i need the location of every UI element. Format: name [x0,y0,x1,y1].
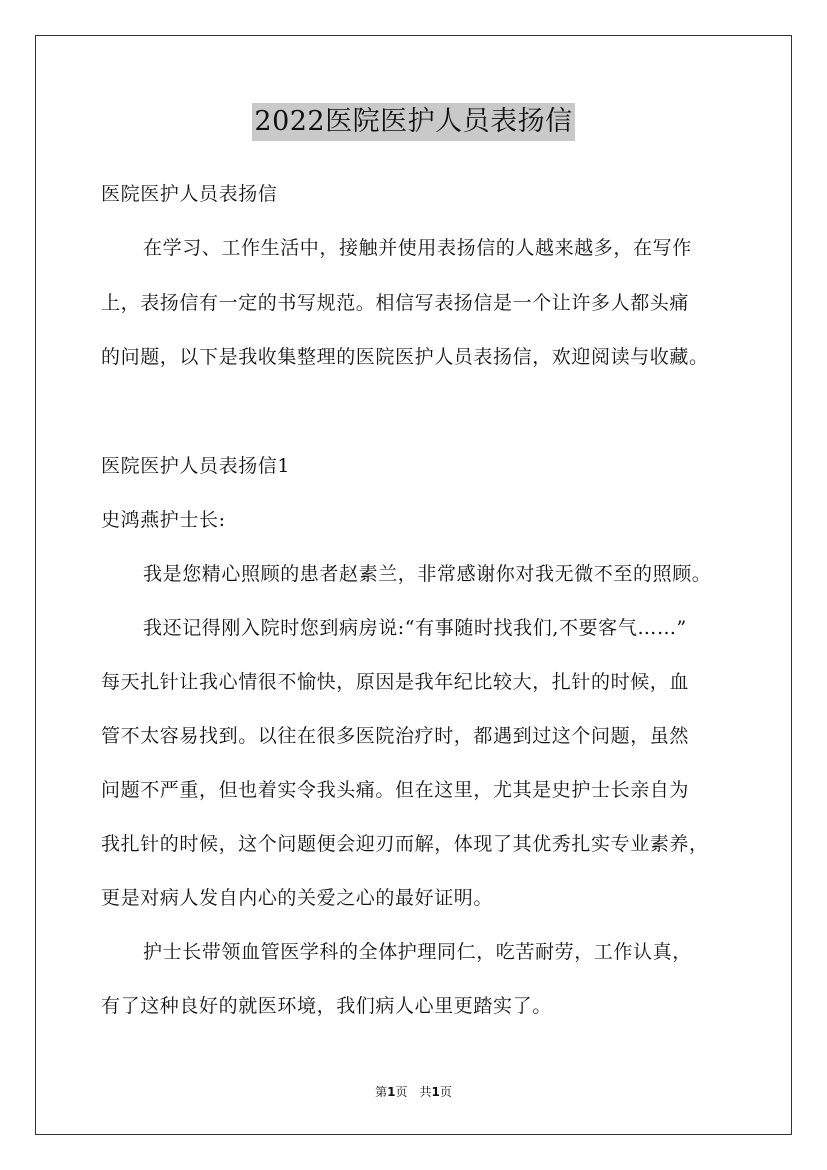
body-line-4: 管不太容易找到。以往在很多医院治疗时，都遇到过这个问题，虽然 [101,725,690,747]
body-line-3: 每天扎针让我心情很不愉快，原因是我年纪比较大，扎针的时候，血 [101,671,690,693]
intro-line-3: 的问题，以下是我收集整理的医院医护人员表扬信，欢迎阅读与收藏。 [101,346,709,368]
body-line-6: 我扎针的时候，这个问题便会迎刃而解，体现了其优秀扎实专业素养， [101,833,709,855]
salutation: 史鸿燕护士长: [101,509,226,531]
intro-line-1: 在学习、工作生活中，接触并使用表扬信的人越来越多，在写作 [143,237,692,259]
footer-current-page: 1 [387,1085,396,1099]
footer-mid: 页 共 [395,1085,432,1099]
footer-suffix: 页 [439,1085,452,1099]
intro-line-2: 上，表扬信有一定的书写规范。相信写表扬信是一个让许多人都头痛 [101,292,690,314]
footer-total-pages: 1 [431,1085,440,1099]
section-heading: 医院医护人员表扬信1 [101,455,291,477]
footer-prefix: 第 [375,1085,388,1099]
body-line-8: 护士长带领血管医学科的全体护理同仁，吃苦耐劳，工作认真， [143,941,692,963]
title-container [0,103,827,141]
body-line-2: 我还记得刚入院时您到病房说:“有事随时找我们,不要客气……” [143,617,687,639]
document-subtitle: 医院医护人员表扬信 [101,183,278,205]
body-line-9: 有了这种良好的就医环境，我们病人心里更踏实了。 [101,995,552,1017]
page-number-footer [0,1084,827,1100]
body-line-7: 更是对病人发自内心的关爱之心的最好证明。 [101,887,494,909]
document-title: 2022医院医护人员表扬信 [252,103,574,141]
body-line-1: 我是您精心照顾的患者赵素兰，非常感谢你对我无微不至的照顾。 [143,563,712,585]
body-line-5: 问题不严重，但也着实令我头痛。但在这里，尤其是史护士长亲自为 [101,779,690,801]
